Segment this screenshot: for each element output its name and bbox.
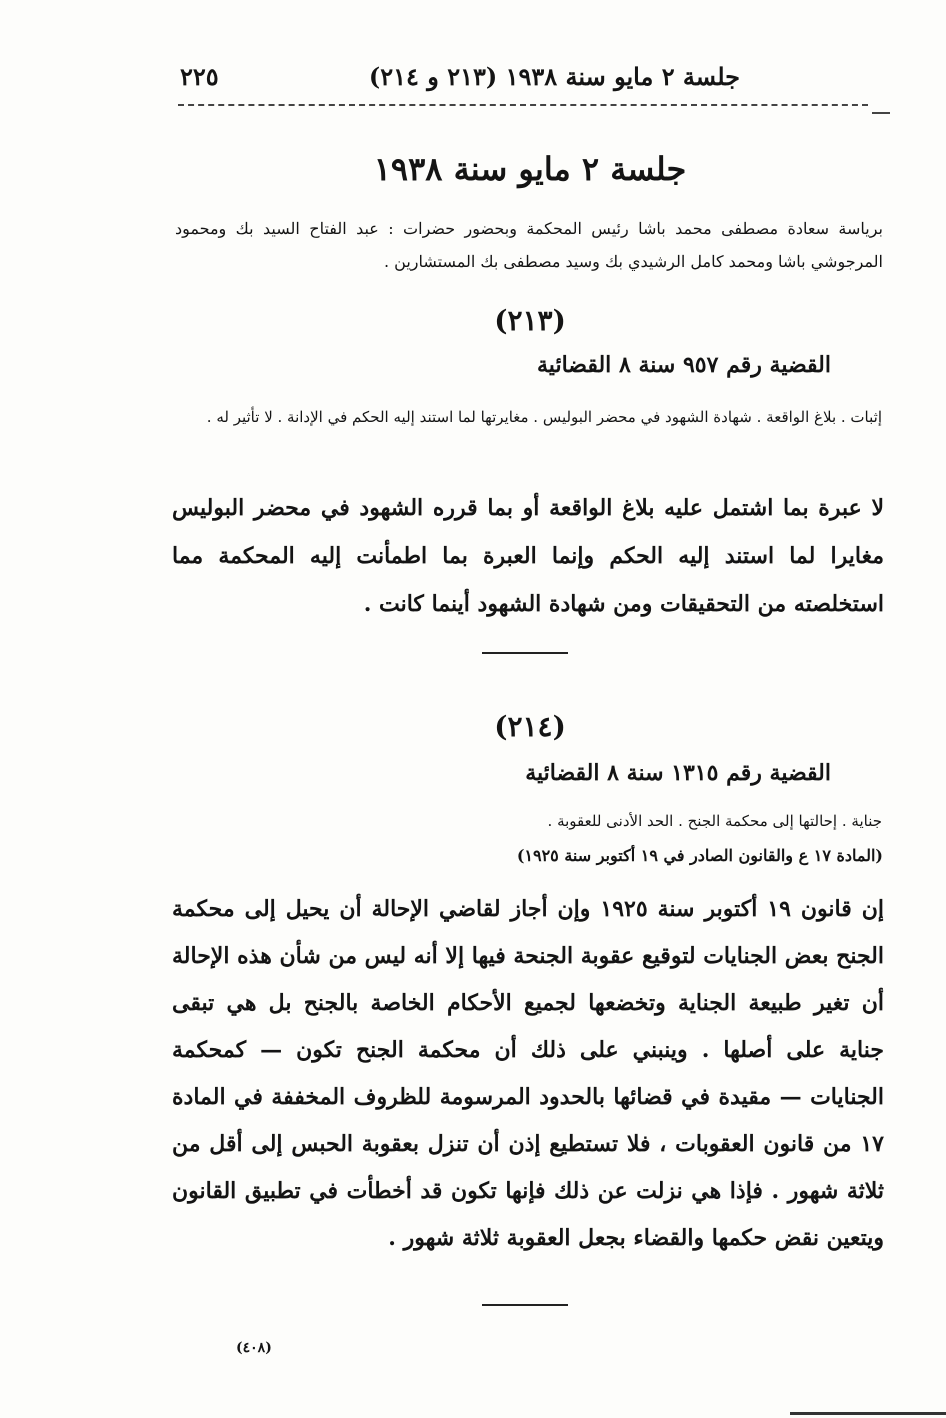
running-title: جلسة ٢ مايو سنة ١٩٣٨ (٢١٣ و ٢١٤) bbox=[368, 62, 740, 91]
header-rule bbox=[178, 104, 868, 106]
case-reference: القضية رقم ١٣١٥ سنة ٨ القضائية bbox=[525, 760, 831, 786]
running-header bbox=[180, 62, 740, 98]
case-keywords: إثبات . بلاغ الواقعة . شهادة الشهود في محضر البوليس . مغايرتها لما استند إليه الحكم في الإدانة . لا تأثير له . bbox=[206, 408, 882, 426]
scan-edge-mark bbox=[790, 1412, 946, 1415]
legal-principle: إن قانون ١٩ أكتوبر سنة ١٩٢٥ وإن أجاز لقاضي الإحالة أن يحيل إلى محكمة الجنح بعض الجنايات لتوقيع عقوبة الجنحة فيها إلا أنه ليس من شأن هذه الإحالة أن تغير طبيعة الجناية وتخضعها لجميع الأحكام الخاصة بالجنح بل هي تبقى جناية على أصلها . وينبني على ذلك أن محكمة الجنح تكون — كمحكمة الجنايات — مقيدة في قضائها بالحدود المرسومة للظروف المخففة في المادة ١٧ من قانون العقوبات ، فلا تستطيع إذن أن تنزل بعقوبة الحبس إلى أقل من ثلاثة شهور . فإذا هي نزلت عن ذلك فإنها تكون قد أخطأت في تطبيق القانون ويتعين نقض حكمها والقضاء بجعل العقوبة ثلاثة شهور . bbox=[172, 896, 884, 1251]
case-number: (٢١٤) bbox=[494, 710, 566, 743]
footer-code: (٤٠٨) bbox=[236, 1340, 272, 1356]
case-reference: القضية رقم ٩٥٧ سنة ٨ القضائية bbox=[537, 352, 831, 378]
page-number: ٢٢٥ bbox=[180, 62, 219, 91]
case-keywords: جناية . إحالتها إلى محكمة الجنح . الحد الأدنى للعقوبة . bbox=[547, 812, 882, 830]
legal-principle: لا عبرة بما اشتمل عليه بلاغ الواقعة أو بما قرره الشهود في محضر البوليس مغايرا لما استند إليه الحكم وإنما العبرة بما اطمأنت إليه المحكمة مما استخلصته من التحقيقات ومن شهادة الشهود أينما كانت . bbox=[172, 495, 884, 617]
case-number: (٢١٣) bbox=[494, 304, 566, 337]
header-rule-tick bbox=[872, 112, 890, 114]
session-presidency: برياسة سعادة مصطفى محمد باشا رئيس المحكمة وبحضور حضرات : عبد الفتاح السيد بك ومحمود المرجوشي باشا ومحمد كامل الرشيدي بك وسيد مصطفى بك المستشارين . bbox=[175, 219, 883, 271]
section-divider bbox=[482, 1304, 568, 1306]
article-reference: (المادة ١٧ ع والقانون الصادر في ١٩ أكتوبر سنة ١٩٢٥) bbox=[516, 846, 883, 865]
section-divider bbox=[482, 652, 568, 654]
session-title: جلسة ٢ مايو سنة ١٩٣٨ bbox=[373, 150, 687, 188]
